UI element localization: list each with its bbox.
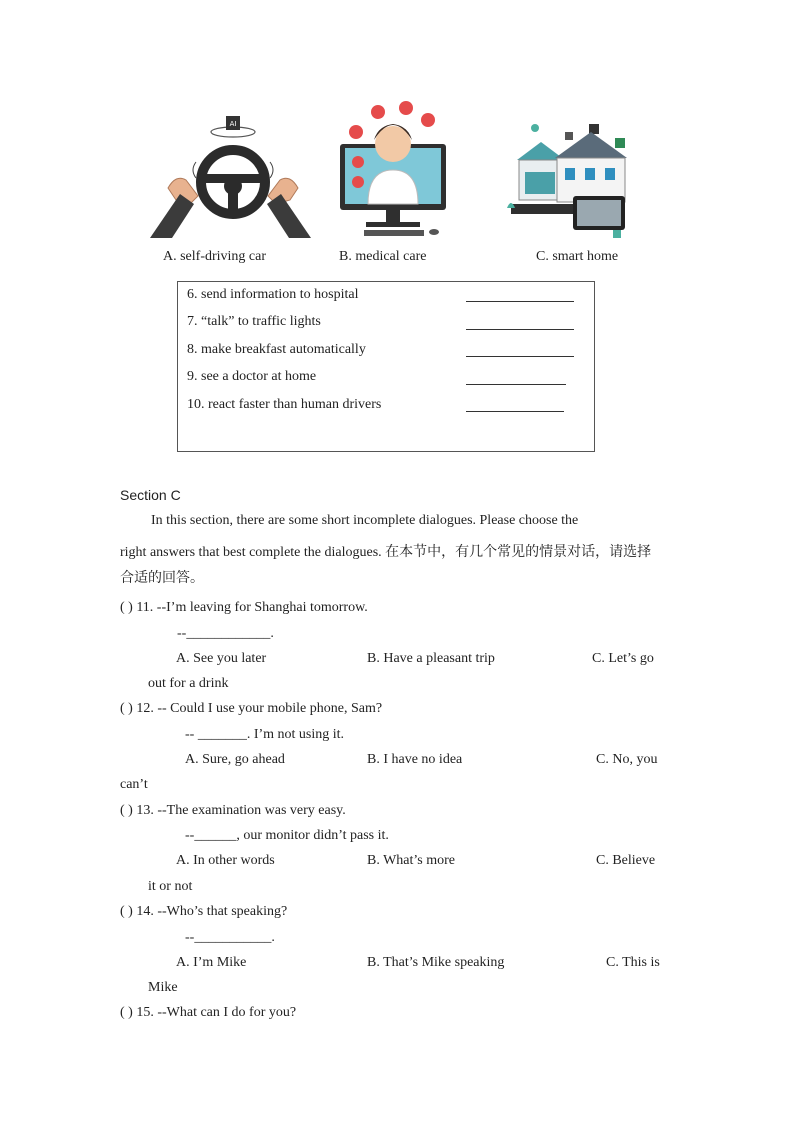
medical-care-picture	[330, 96, 455, 240]
question-12: ( ) 12. -- Could I use your mobile phone, Sam?	[120, 701, 383, 716]
question-12-option-b: B. I have no idea	[367, 752, 463, 767]
question-11-option-c: C. Let’s go	[592, 651, 654, 666]
svg-text:AI: AI	[229, 120, 237, 128]
answer-blank-9[interactable]	[466, 371, 566, 385]
question-11-reply: --____________.	[177, 626, 274, 641]
question-13-option-a: A. In other words	[176, 853, 275, 868]
question-14-option-b: B. That’s Mike speaking	[367, 955, 505, 970]
question-15: ( ) 15. --What can I do for you?	[120, 1005, 297, 1020]
question-13-option-b: B. What’s more	[367, 853, 456, 868]
question-13: ( ) 13. --The examination was very easy.	[120, 803, 346, 818]
smart-home-picture	[505, 120, 637, 240]
question-12-option-c: C. No, you	[596, 752, 658, 767]
question-11-option-b: B. Have a pleasant trip	[367, 651, 495, 666]
steering-wheel-ai-icon	[148, 110, 313, 240]
question-13-option-c: C. Believe	[596, 853, 656, 868]
answer-blank-10[interactable]	[466, 398, 564, 412]
question-14-option-c: C. This is	[606, 955, 660, 970]
question-13-reply: --______, our monitor didn’t pass it.	[185, 828, 389, 843]
question-12-reply: -- _______. I’m not using it.	[185, 727, 345, 742]
caption-c: C. smart home	[536, 249, 619, 264]
smart-home-icon	[505, 120, 637, 240]
question-13-option-c-cont: it or not	[148, 879, 193, 894]
question-11-option-c-cont: out for a drink	[148, 676, 229, 691]
question-12-option-c-cont: can’t	[120, 777, 148, 792]
match-item-8: 8. make breakfast automatically	[187, 342, 366, 357]
answer-blank-6[interactable]	[466, 288, 574, 302]
matching-box	[177, 281, 595, 452]
self-driving-car-picture	[148, 110, 313, 240]
caption-a: A. self-driving car	[163, 249, 267, 264]
match-item-7: 7. “talk” to traffic lights	[187, 314, 321, 329]
instruction-line-3: 合适的回答。	[120, 571, 204, 586]
caption-b: B. medical care	[339, 249, 427, 264]
instruction-line-1: In this section, there are some short incomplete dialogues. Please choose the	[151, 513, 579, 528]
question-11: ( ) 11. --I’m leaving for Shanghai tomorrow.	[120, 600, 368, 615]
match-item-9: 9. see a doctor at home	[187, 369, 317, 384]
answer-blank-7[interactable]	[466, 316, 574, 330]
doctor-on-monitor-icon	[330, 96, 455, 240]
question-12-option-a: A. Sure, go ahead	[185, 752, 285, 767]
section-title: Section C	[120, 487, 181, 503]
question-14: ( ) 14. --Who’s that speaking?	[120, 904, 288, 919]
question-14-option-a: A. I’m Mike	[176, 955, 247, 970]
question-14-option-c-cont: Mike	[148, 980, 178, 995]
match-item-10: 10. react faster than human drivers	[187, 397, 382, 412]
question-11-option-a: A. See you later	[176, 651, 267, 666]
question-14-reply: --___________.	[185, 930, 275, 945]
answer-blank-8[interactable]	[466, 343, 574, 357]
match-item-6: 6. send information to hospital	[187, 287, 359, 302]
instruction-line-2: right answers that best complete the dialogues. 在本节中，有几个常见的情景对话，请选择	[120, 545, 652, 560]
